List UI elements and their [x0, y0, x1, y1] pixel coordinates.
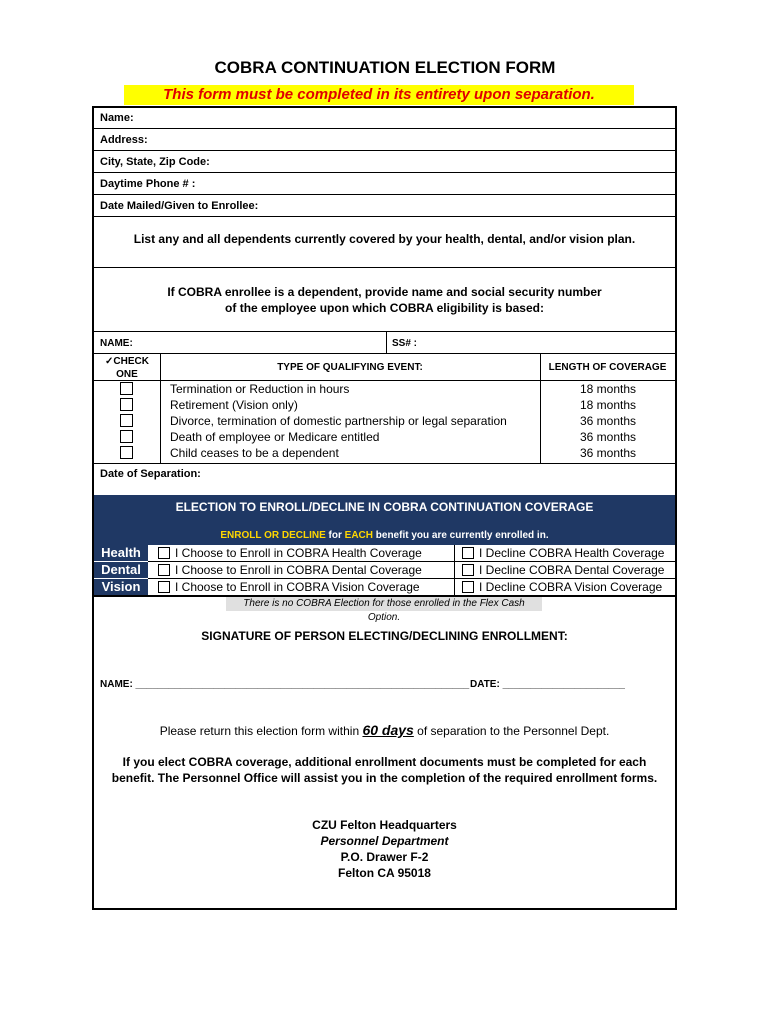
enroll-vision-label: I Choose to Enroll in COBRA Vision Coverage: [175, 580, 420, 594]
address-line3: P.O. Drawer F-2: [340, 850, 429, 864]
name-field[interactable]: Name:: [94, 108, 675, 129]
decline-health-checkbox[interactable]: [462, 547, 474, 559]
divider: [94, 353, 675, 354]
divider: [454, 545, 455, 595]
decline-vision-checkbox[interactable]: [462, 581, 474, 593]
length-child: 36 months: [579, 446, 637, 460]
divider: [94, 267, 675, 268]
divider: [94, 463, 675, 464]
employee-ssn-label[interactable]: SS# :: [392, 338, 418, 349]
divider: [94, 331, 675, 332]
dependents-instruction: List any and all dependents currently covered by your health, dental, and/or vision plan.: [133, 232, 636, 246]
date-of-separation-field[interactable]: Date of Separation:: [100, 468, 201, 480]
flex-cash-note: There is no COBRA Election for those enrolled in the Flex Cash Option.: [226, 597, 542, 611]
event-type-header: TYPE OF QUALIFYING EVENT:: [277, 362, 423, 373]
decline-dental-label: I Decline COBRA Dental Coverage: [479, 563, 665, 577]
decline-vision-label: I Decline COBRA Vision Coverage: [479, 580, 663, 594]
length-termination: 18 months: [579, 382, 637, 396]
signature-date-field[interactable]: DATE: ______________________: [470, 679, 625, 690]
enroll-dental-checkbox[interactable]: [158, 564, 170, 576]
signature-name-field[interactable]: NAME: ____________________________________________________________: [100, 679, 470, 690]
date-mailed-field[interactable]: Date Mailed/Given to Enrollee:: [94, 196, 675, 217]
enroll-or-decline-text: ENROLL OR DECLINE: [220, 530, 326, 541]
additional-docs-note: If you elect COBRA coverage, additional enrollment documents must be completed for each benefit. The Personnel Office will assist you in the completion of the required enrollment forms.: [111, 755, 658, 785]
enroll-dental-label: I Choose to Enroll in COBRA Dental Coverage: [175, 563, 422, 577]
divider: [386, 331, 387, 353]
dental-label: Dental: [94, 562, 148, 578]
event-child: Child ceases to be a dependent: [170, 446, 339, 460]
dependent-enrollee-line1: If COBRA enrollee is a dependent, provide name and social security number: [167, 285, 602, 299]
decline-dental-checkbox[interactable]: [462, 564, 474, 576]
for-text: for: [325, 530, 345, 541]
length-death: 36 months: [579, 430, 637, 444]
event-checkbox-child[interactable]: [120, 446, 133, 459]
length-retirement: 18 months: [579, 398, 637, 412]
address-line2: Personnel Department: [320, 834, 449, 848]
address-line4: Felton CA 95018: [338, 866, 431, 880]
each-text: EACH: [344, 530, 373, 541]
signature-title: SIGNATURE OF PERSON ELECTING/DECLINING ENROLLMENT:: [201, 629, 568, 643]
benefit-text: benefit you are currently enrolled in.: [373, 530, 549, 541]
length-divorce: 36 months: [579, 414, 637, 428]
address-line1: CZU Felton Headquarters: [312, 818, 457, 832]
event-checkbox-divorce[interactable]: [120, 414, 133, 427]
return-days-text: 60 days: [362, 722, 414, 738]
event-termination: Termination or Reduction in hours: [170, 382, 350, 396]
employee-name-label[interactable]: NAME:: [100, 338, 133, 349]
election-title: ELECTION TO ENROLL/DECLINE IN COBRA CONTINUATION COVERAGE: [175, 500, 594, 514]
enroll-vision-checkbox[interactable]: [158, 581, 170, 593]
event-death: Death of employee or Medicare entitled: [170, 430, 380, 444]
dependent-enrollee-line2: of the employee upon which COBRA eligibility is based:: [225, 301, 544, 315]
health-label: Health: [94, 545, 148, 561]
enroll-health-label: I Choose to Enroll in COBRA Health Coverage: [175, 546, 422, 560]
return-instruction: [94, 722, 675, 738]
form-subtitle: This form must be completed in its entirety upon separation.: [163, 86, 595, 103]
return-before-text: Please return this election form within: [159, 724, 363, 738]
election-instruction: [94, 530, 675, 541]
event-divorce: Divorce, termination of domestic partnership or legal separation: [170, 414, 507, 428]
decline-health-label: I Decline COBRA Health Coverage: [479, 546, 665, 560]
event-retirement: Retirement (Vision only): [170, 398, 298, 412]
check-one-header: ✓CHECK ONE: [105, 356, 149, 380]
city-state-zip-field[interactable]: City, State, Zip Code:: [94, 152, 675, 173]
address-field[interactable]: Address:: [94, 130, 675, 151]
return-after-text: of separation to the Personnel Dept.: [413, 724, 610, 738]
event-checkbox-death[interactable]: [120, 430, 133, 443]
event-checkbox-termination[interactable]: [120, 382, 133, 395]
form-title: COBRA CONTINUATION ELECTION FORM: [214, 58, 556, 77]
enroll-health-checkbox[interactable]: [158, 547, 170, 559]
event-checkbox-retirement[interactable]: [120, 398, 133, 411]
daytime-phone-field[interactable]: Daytime Phone # :: [94, 174, 675, 195]
vision-label: Vision: [94, 579, 148, 595]
coverage-length-header: LENGTH OF COVERAGE: [548, 362, 667, 373]
